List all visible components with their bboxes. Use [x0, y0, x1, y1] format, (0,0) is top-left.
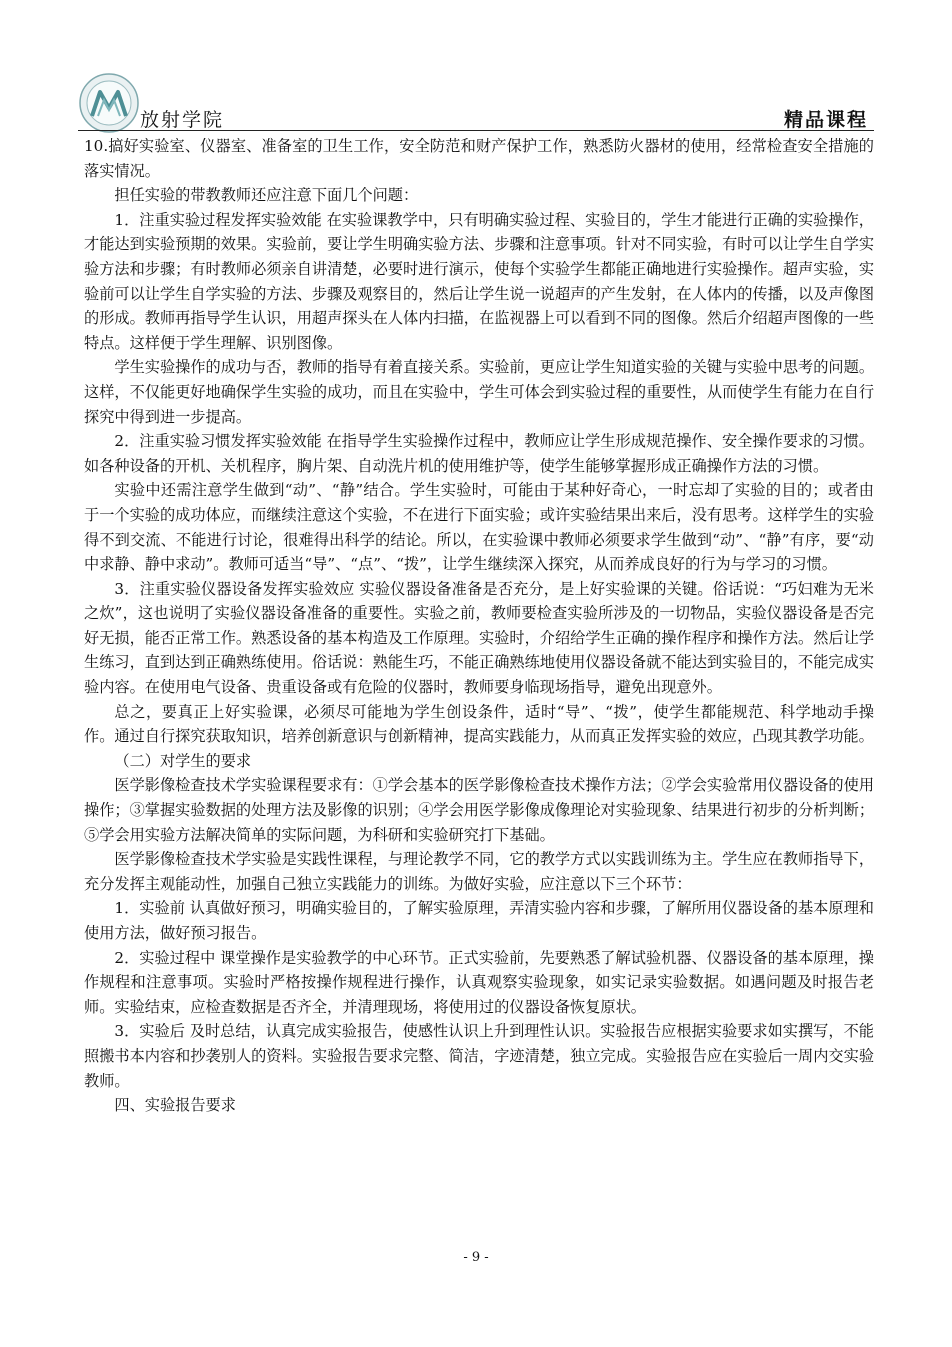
- paragraph: 医学影像检查技术学实验课程要求有：①学会基本的医学影像检查技术操作方法；②学会实验常用仪器设备的使用操作；③掌握实验数据的处理方法及影像的识别；④学会用医学影像成像理论对实验现象、结果进行初步的分析判断；⑤学会用实验方法解决简单的实际问题，为科研和实验研究打下基础。: [84, 776, 874, 844]
- paragraph: 四、实验报告要求: [114, 1096, 236, 1115]
- paragraph: 10.搞好实验室、仪器室、准备室的卫生工作，安全防范和财产保护工作，熟悉防火器材的使用，经常检查安全措施的落实情况。: [84, 137, 874, 180]
- page-number: - 9 -: [463, 1250, 489, 1265]
- paragraph: 2．实验过程中 课堂操作是实验教学的中心环节。正式实验前，先要熟悉了解试验机器、仪器设备的基本原理，操作规程和注意事项。实验时严格按操作规程进行操作，认真观察实验现象，如实记录实验数据。如遇问题及时报告老师。实验结束，应检查数据是否齐全，并清理现场，将使用过的仪器设备恢复原状。: [84, 948, 874, 1016]
- header-rule: [78, 130, 874, 131]
- paragraph: 医学影像检查技术学实验是实践性课程，与理论教学不同，它的教学方式以实践训练为主。学生应在教师指导下，充分发挥主观能动性，加强自己独立实践能力的训练。为做好实验，应注意以下三个环节：: [84, 850, 874, 893]
- paragraph: 1．实验前 认真做好预习，明确实验目的，了解实验原理，弄清实验内容和步骤，了解所用仪器设备的基本原理和使用方法，做好预习报告。: [84, 899, 874, 942]
- paragraph: （二）对学生的要求: [114, 751, 252, 770]
- paragraph: 实验中还需注意学生做到“动”、“静”结合。学生实验时，可能由于某种好奇心，一时忘却了实验的目的；或者由于一个实验的成功体应，而继续注意这个实验，不在进行下面实验；或许实验结果出来后，没有思考。这样学生的实验得不到交流、不能进行讨论，很难得出科学的结论。所以，在实验课中教师必须要求学生做到“动”、“静”有序，要“动中求静、静中求动”。教师可适当“导”、“点”、“拨”，让学生继续深入探究，从而养成良好的行为与学习的习惯。: [84, 481, 874, 574]
- paragraph: 2．注重实验习惯发挥实验效能 在指导学生实验操作过程中，教师应让学生形成规范操作、安全操作要求的习惯。如各种设备的开机、关机程序，胸片架、自动洗片机的使用维护等，使学生能够掌握形成正确操作方法的习惯。: [84, 432, 874, 475]
- course-label: 精品课程: [783, 109, 868, 131]
- page-header: [78, 72, 874, 132]
- college-name: 放射学院: [140, 109, 225, 131]
- paragraph: 学生实验操作的成功与否，教师的指导有着直接关系。实验前，更应让学生知道实验的关键与实验中思考的问题。这样，不仅能更好地确保学生实验的成功，而且在实验中，学生可体会到实验过程的重要性，从而使学生有能力在自行探究中得到进一步提高。: [84, 358, 874, 426]
- paragraph: 担任实验的带教教师还应注意下面几个问题：: [114, 186, 419, 205]
- document-body: [84, 134, 874, 1118]
- paragraph: 总之，要真正上好实验课，必须尽可能地为学生创设条件，适时“导”、“拨”，使学生都能规范、科学地动手操作。通过自行探究获取知识，培养创新意识与创新精神，提高实践能力，从而真正发挥实验的效应，凸现其教学功能。: [84, 702, 874, 746]
- paragraph: 3．实验后 及时总结，认真完成实验报告，使感性认识上升到理性认识。实验报告应根据实验要求如实撰写，不能照搬书本内容和抄袭别人的资料。实验报告要求完整、简洁，字迹清楚，独立完成。实验报告应在实验后一周内交实验教师。: [84, 1022, 874, 1090]
- university-logo-icon: [78, 72, 140, 134]
- paragraph: 3．注重实验仪器设备发挥实验效应 实验仪器设备准备是否充分，是上好实验课的关键。俗话说：“巧妇难为无米之炊”，这也说明了实验仪器设备准备的重要性。实验之前，教师要检查实验所涉及的一切物品，实验仪器设备是否完好无损，能否正常工作。熟悉设备的基本构造及工作原理。实验时，介绍给学生正确的操作程序和操作方法。然后让学生练习，直到达到正确熟练使用。俗话说：熟能生巧，不能正确熟练地使用仪器设备就不能达到实验目的，不能完成实验内容。在使用电气设备、贵重设备或有危险的仪器时，教师要身临现场指导，避免出现意外。: [84, 579, 874, 697]
- paragraph: 1．注重实验过程发挥实验效能 在实验课教学中，只有明确实验过程、实验目的，学生才能进行正确的实验操作，才能达到实验预期的效果。实验前，要让学生明确实验方法、步骤和注意事项。针对不同实验，有时可以让学生自学实验方法和步骤；有时教师必须亲自讲清楚，必要时进行演示，使每个实验学生都能正确地进行实验操作。超声实验，实验前可以让学生自学实验的方法、步骤及观察目的，然后让学生说一说超声的产生发射，在人体内的传播，以及声像图的形成。教师再指导学生认识，用超声探头在人体内扫描，在监视器上可以看到不同的图像。然后介绍超声图像的一些特点。这样便于学生理解、识别图像。: [84, 210, 874, 352]
